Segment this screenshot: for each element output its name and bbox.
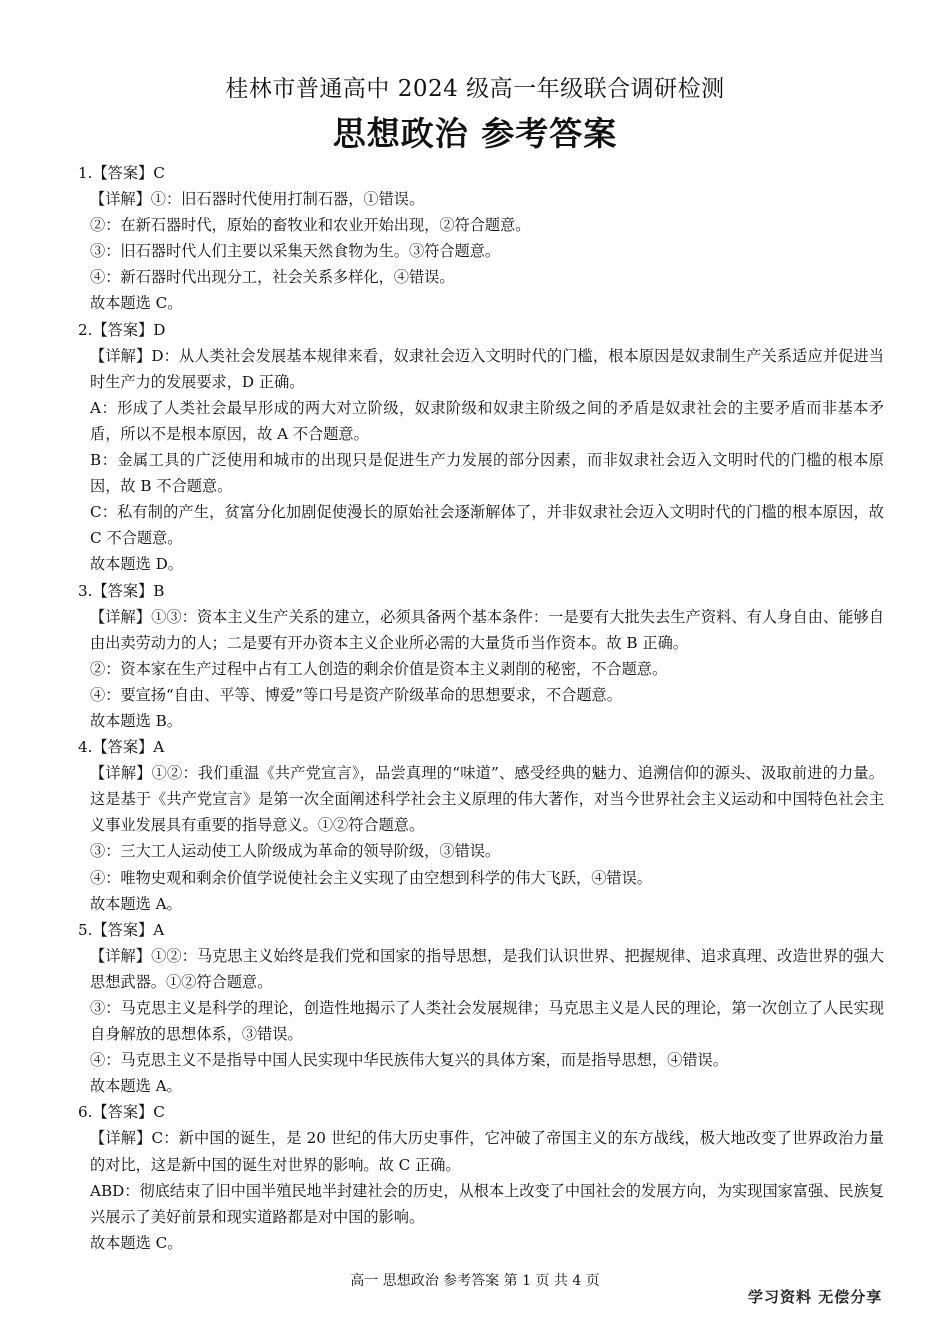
watermark-text: 学习资料 无偿分享 bbox=[748, 1288, 883, 1306]
explanation-intro: 【详解】①②：我们重温《共产党宣言》，品尝真理的“味道”、感受经典的魅力、追溯信仰的源头、汲取前进的力量。这是基于《共产党宣言》是第一次全面阐述科学社会主义原理的伟大著作，对当今世界社会主义运动和中国特色社会主义事业发展具有重要的指导意义。①②符合题意。 bbox=[90, 764, 884, 835]
explanation-line: C：私有制的产生，贫富分化加剧促使漫长的原始社会逐渐解体了，并非奴隶社会迈入文明时代的门槛的根本原因，故 C 不合题意。 bbox=[90, 503, 884, 548]
explanation-intro: 【详解】①：旧石器时代使用打制石器，①错误。 bbox=[90, 190, 425, 209]
explanation-line: ④：要宣扬“自由、平等、博爱”等口号是资产阶级革命的思想要求，不合题意。 bbox=[90, 685, 622, 704]
explanation-line: ABD：彻底结束了旧中国半殖民地半封建社会的历史，从根本上改变了中国社会的发展方向，为实现国家富强、民族复兴展示了美好前景和现实道路都是对中国的影响。 bbox=[90, 1181, 884, 1226]
explanation-line: ②：在新石器时代，原始的畜牧业和农业开始出现，②符合题意。 bbox=[90, 216, 531, 235]
explanation-line: B：金属工具的广泛使用和城市的出现只是促进生产力发展的部分因素，而非奴隶社会迈入文明时代的门槛的根本原因，故 B 不合题意。 bbox=[90, 451, 884, 496]
explanation-line: 故本题选 B。 bbox=[90, 711, 182, 730]
page-footer: 高一 思想政治 参考答案 第 1 页 共 4 页 bbox=[350, 1273, 600, 1289]
answer-item bbox=[78, 1099, 884, 1256]
answer-label: 3.【答案】B bbox=[78, 581, 165, 600]
document-title: 思想政治 参考答案 bbox=[332, 114, 618, 153]
exam-subtitle: 桂林市普通高中 2024 级高一年级联合调研检测 bbox=[225, 76, 725, 102]
explanation-line: ③：马克思主义是科学的理论，创造性地揭示了人类社会发展规律；马克思主义是人民的理论，第一次创立了人民实现自身解放的思想体系，③错误。 bbox=[90, 999, 884, 1044]
explanation-line: 故本题选 A。 bbox=[90, 1077, 182, 1096]
answer-list bbox=[78, 160, 884, 1256]
answer-label: 4.【答案】A bbox=[78, 738, 165, 757]
explanation-line: ③：旧石器时代人们主要以采集天然食物为生。③符合题意。 bbox=[90, 242, 501, 261]
explanation-intro: 【详解】①②：马克思主义始终是我们党和国家的指导思想，是我们认识世界、把握规律、追求真理、改造世界的强大思想武器。①②符合题意。 bbox=[90, 946, 884, 991]
explanation-line: ④：新石器时代出现分工，社会关系多样化，④错误。 bbox=[90, 268, 455, 287]
explanation-line: 故本题选 D。 bbox=[90, 555, 183, 574]
answer-label: 5.【答案】A bbox=[78, 920, 165, 939]
explanation-intro: 【详解】C：新中国的诞生，是 20 世纪的伟大历史事件，它冲破了帝国主义的东方战线，极大地改变了世界政治力量的对比，这是新中国的诞生对世界的影响。故 C 正确。 bbox=[90, 1129, 884, 1174]
explanation-line: ④：唯物史观和剩余价值学说使社会主义实现了由空想到科学的伟大飞跃，④错误。 bbox=[90, 868, 652, 887]
answer-item bbox=[78, 578, 884, 735]
explanation-line: A：形成了人类社会最早形成的两大对立阶级，奴隶阶级和奴隶主阶级之间的矛盾是奴隶社会的主要矛盾而非基本矛盾，所以不是根本原因，故 A 不合题意。 bbox=[90, 398, 884, 443]
explanation-line: 故本题选 C。 bbox=[90, 1233, 183, 1252]
answer-item bbox=[78, 317, 884, 578]
answer-item bbox=[78, 734, 884, 917]
explanation-line: 故本题选 A。 bbox=[90, 894, 182, 913]
answer-label: 1.【答案】C bbox=[78, 164, 165, 182]
answer-item bbox=[78, 160, 884, 317]
explanation-intro: 【详解】D：从人类社会发展基本规律来看，奴隶社会迈入文明时代的门槛，根本原因是奴隶制生产关系适应并促进当时生产力的发展要求，D 正确。 bbox=[90, 346, 884, 391]
explanation-line: ④：马克思主义不是指导中国人民实现中华民族伟大复兴的具体方案，而是指导思想，④错误。 bbox=[90, 1051, 728, 1070]
answer-label: 6.【答案】C bbox=[78, 1103, 165, 1122]
explanation-intro: 【详解】①③：资本主义生产关系的建立，必须具备两个基本条件：一是要有大批失去生产资料、有人身自由、能够自由出卖劳动力的人；二是要有开办资本主义企业所必需的大量货币当作资本。故 B 正确。 bbox=[90, 607, 884, 652]
explanation-line: 故本题选 C。 bbox=[90, 294, 183, 313]
answer-label: 2.【答案】D bbox=[78, 320, 166, 339]
explanation-line: ③：三大工人运动使工人阶级成为革命的领导阶级，③错误。 bbox=[90, 842, 501, 861]
explanation-line: ②：资本家在生产过程中占有工人创造的剩余价值是资本主义剥削的秘密，不合题意。 bbox=[90, 659, 668, 678]
answer-item bbox=[78, 917, 884, 1100]
